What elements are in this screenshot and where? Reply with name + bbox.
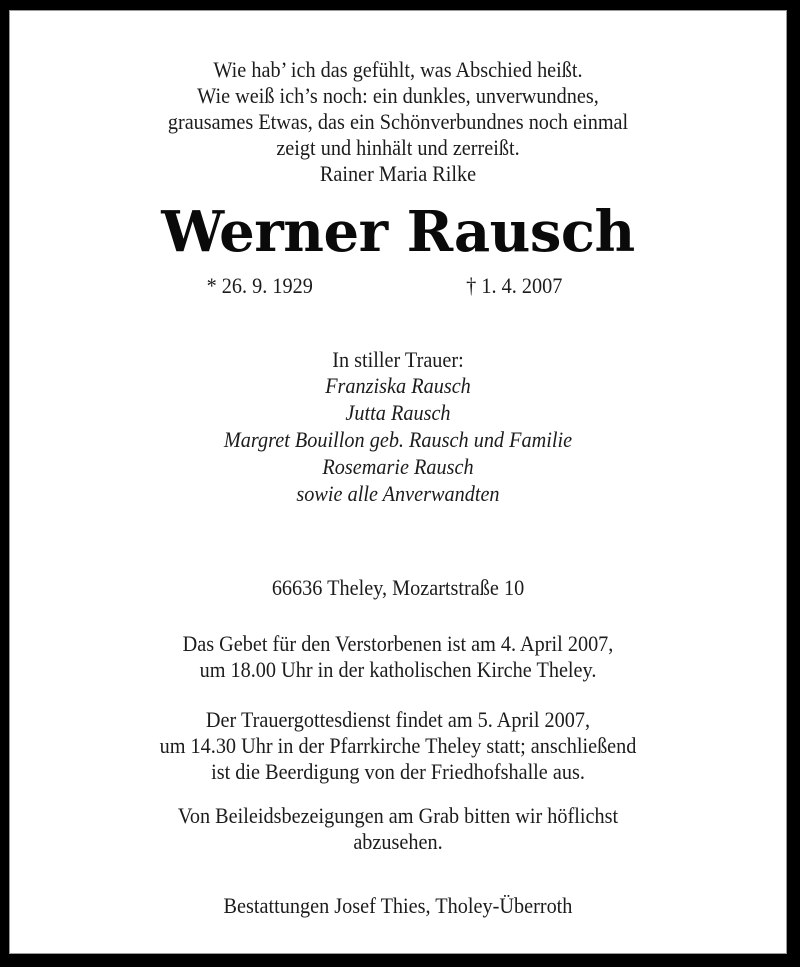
mourner-name: Rosemarie Rausch (322, 454, 474, 479)
notice-line: um 14.30 Uhr in der Pfarrkirche Theley statt; anschließend (159, 733, 637, 758)
notice-line: abzusehen. (353, 829, 443, 854)
notice-line: Der Trauergottesdienst findet am 5. April 2007, (205, 707, 591, 732)
notice-line: Von Beileidsbezeigungen am Grab bitten wir höflichst (177, 803, 619, 828)
poem-author: Rainer Maria Rilke (319, 161, 477, 186)
poem-line: grausames Etwas, das ein Schönverbundnes noch einmal (167, 109, 629, 134)
address: 66636 Theley, Mozartstraße 10 (271, 575, 525, 600)
poem-line: Wie hab’ ich das gefühlt, was Abschied heißt. (213, 57, 583, 82)
obituary-notice (9, 10, 787, 954)
deceased-name: Werner Rausch (161, 199, 635, 265)
mourning-heading: In stiller Trauer: (332, 347, 464, 372)
mourner-name: Margret Bouillon geb. Rausch und Familie (223, 427, 573, 452)
death-date: † 1. 4. 2007 (466, 273, 563, 298)
poem-line: zeigt und hinhält und zerreißt. (276, 135, 520, 160)
mourner-name: Franziska Rausch (325, 373, 471, 398)
poem-line: Wie weiß ich’s noch: ein dunkles, unverwundnes, (197, 83, 599, 108)
mourner-name: Jutta Rausch (345, 400, 451, 425)
birth-date: * 26. 9. 1929 (206, 273, 313, 298)
notice-line: ist die Beerdigung von der Friedhofshalle aus. (211, 759, 585, 784)
undertaker: Bestattungen Josef Thies, Tholey-Überroth (223, 893, 573, 918)
notice-line: Das Gebet für den Verstorbenen ist am 4. April 2007, (182, 631, 614, 656)
notice-line: um 18.00 Uhr in der katholischen Kirche Theley. (199, 657, 597, 682)
mourner-name: sowie alle Anverwandten (296, 481, 500, 506)
